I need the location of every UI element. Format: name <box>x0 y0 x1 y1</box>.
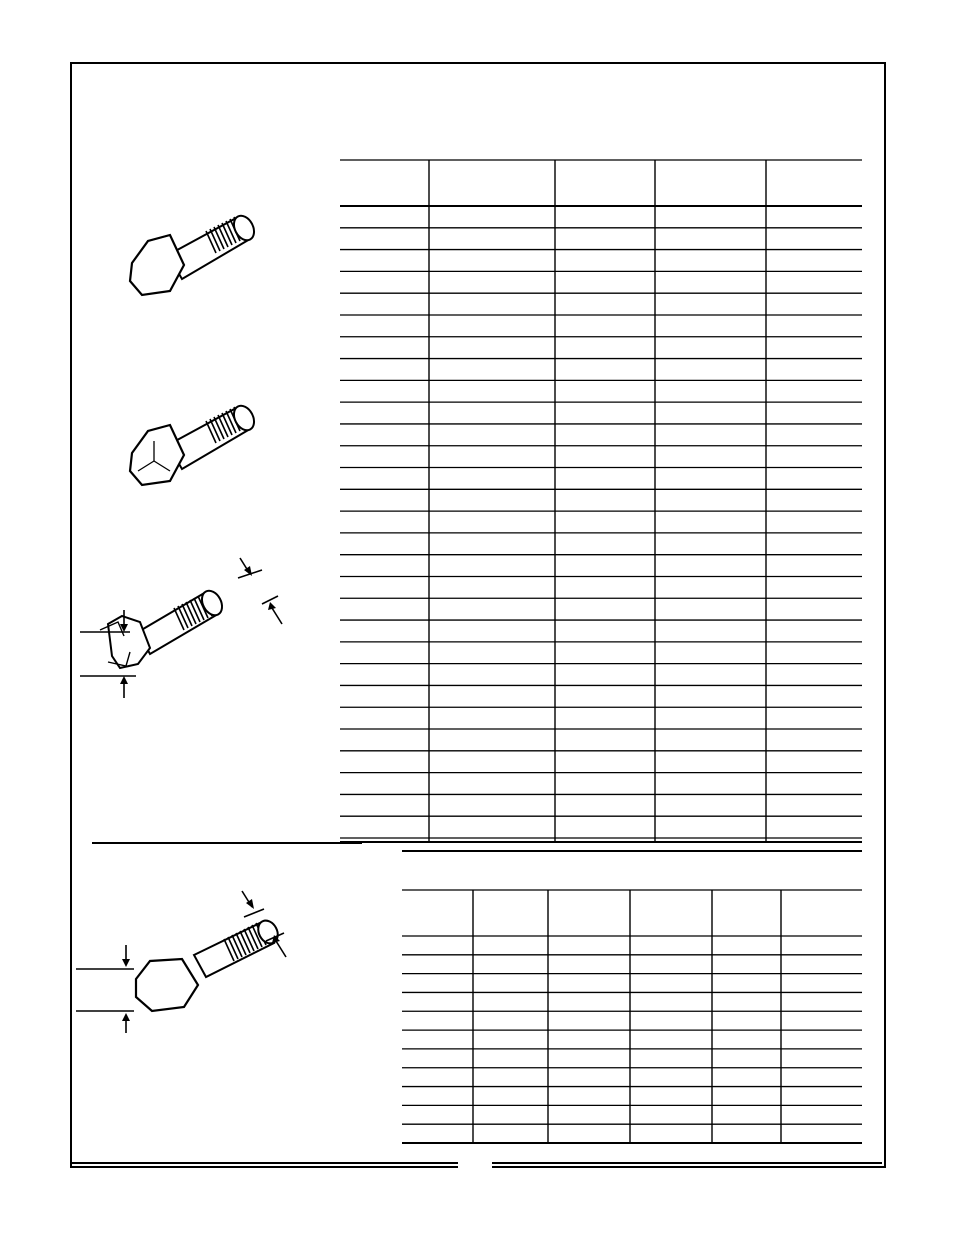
bolt-marked-head-icon <box>120 385 270 495</box>
bolt-head-dimension-icon <box>78 552 298 702</box>
footer-rule-left <box>72 1162 458 1164</box>
bolt-metric-dimension-icon <box>74 885 304 1035</box>
bolt-plain-head-icon <box>120 195 270 305</box>
page-number-gap <box>458 1160 492 1168</box>
torque-table-secondary <box>400 848 864 1148</box>
torque-table-main <box>340 158 864 848</box>
footer-rule-right <box>492 1162 882 1164</box>
section-divider <box>92 842 362 844</box>
